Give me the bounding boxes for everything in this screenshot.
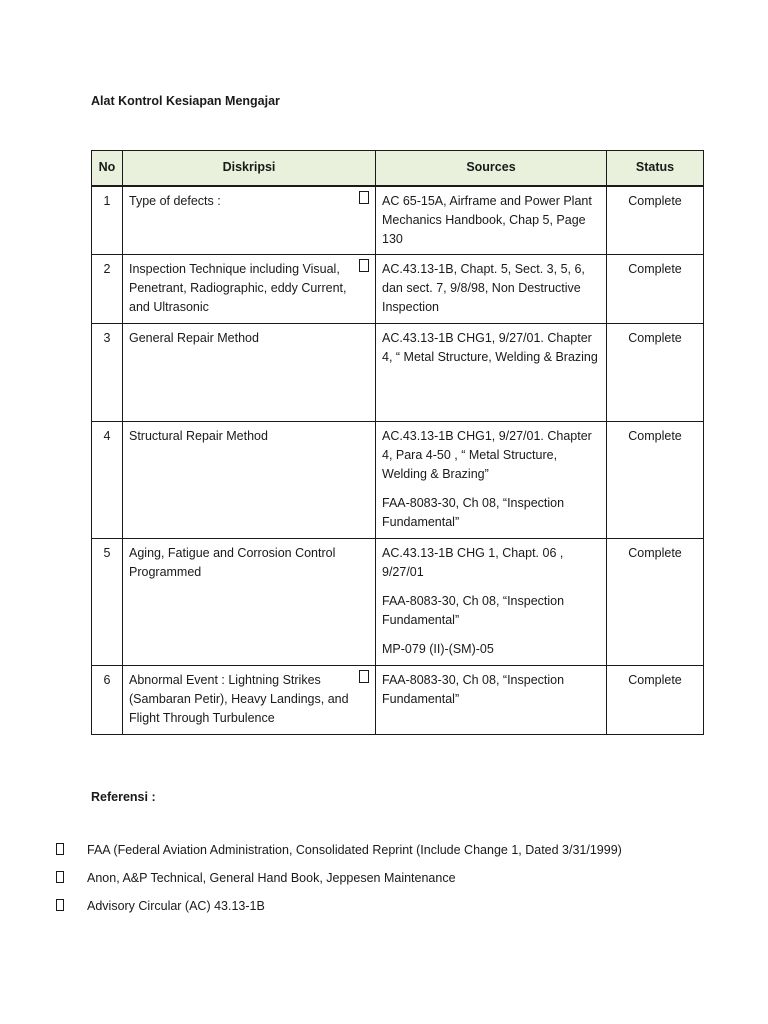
row-status: Complete <box>607 186 704 255</box>
table-row <box>92 186 704 255</box>
source-entry: FAA-8083-30, Ch 08, “Inspection Fundamental” <box>382 673 565 706</box>
references-title: Referensi : <box>91 790 156 804</box>
row-description-cell <box>123 186 376 255</box>
row-sources <box>376 255 607 324</box>
table-header-row <box>92 151 704 186</box>
header-status: Status <box>607 151 704 186</box>
source-entry: AC.43.13-1B CHG1, 9/27/01. Chapter 4, Para 4-50 , “ Metal Structure, Welding & Brazing” <box>382 429 592 481</box>
table-row <box>92 539 704 666</box>
table-row <box>92 422 704 539</box>
row-number: 1 <box>92 186 123 255</box>
header-no: No <box>92 151 123 186</box>
bullet-icon <box>359 670 369 683</box>
source-entry: AC 65-15A, Airframe and Power Plant Mechanics Handbook, Chap 5, Page 130 <box>382 193 592 246</box>
bullet-icon <box>359 259 369 272</box>
bullet-icon <box>56 899 64 911</box>
row-sources <box>376 324 607 422</box>
row-description: Aging, Fatigue and Corrosion Control Programmed <box>129 546 336 579</box>
page-title: Alat Kontrol Kesiapan Mengajar <box>91 94 280 108</box>
reference-item <box>56 870 736 898</box>
row-description-cell <box>123 666 376 735</box>
row-status: Complete <box>607 324 704 422</box>
row-description-cell <box>123 539 376 666</box>
table-row <box>92 324 704 422</box>
row-sources <box>376 422 607 539</box>
bullet-icon <box>56 871 64 883</box>
bullet-icon <box>56 843 64 855</box>
row-status: Complete <box>607 255 704 324</box>
row-description-cell <box>123 422 376 539</box>
row-description: Inspection Technique including Visual, Penetrant, Radiographic, eddy Current, and Ultrasonic <box>129 262 347 314</box>
source-entry: MP-079 (II)-(SM)-05 <box>382 642 494 656</box>
references-list <box>56 842 736 926</box>
row-sources <box>376 539 607 666</box>
source-entry: AC.43.13-1B CHG 1, Chapt. 06 , 9/27/01 <box>382 546 564 579</box>
row-number: 5 <box>92 539 123 666</box>
row-description: Structural Repair Method <box>129 429 268 443</box>
row-number: 2 <box>92 255 123 324</box>
header-sources: Sources <box>376 151 607 186</box>
row-description: Abnormal Event : Lightning Strikes (Sambaran Petir), Heavy Landings, and Flight Through Turbulence <box>129 673 349 725</box>
row-sources <box>376 666 607 735</box>
row-description: Type of defects : <box>129 193 221 208</box>
bullet-icon <box>359 191 369 204</box>
table-row <box>92 666 704 735</box>
row-number: 3 <box>92 324 123 422</box>
table-body <box>92 186 704 735</box>
row-number: 4 <box>92 422 123 539</box>
row-status: Complete <box>607 539 704 666</box>
row-description-cell <box>123 255 376 324</box>
source-entry: AC.43.13-1B, Chapt. 5, Sect. 3, 5, 6, dan sect. 7, 9/8/98, Non Destructive Inspection <box>382 262 585 314</box>
reference-text: FAA (Federal Aviation Administration, Consolidated Reprint (Include Change 1, Dated 3/31/1999) <box>87 843 622 857</box>
reference-text: Anon, A&P Technical, General Hand Book, Jeppesen Maintenance <box>87 871 456 885</box>
reference-item <box>56 898 736 926</box>
row-status: Complete <box>607 422 704 539</box>
source-entry: AC.43.13-1B CHG1, 9/27/01. Chapter 4, “ Metal Structure, Welding & Brazing <box>382 331 598 364</box>
header-diskripsi: Diskripsi <box>123 151 376 186</box>
row-sources <box>376 186 607 255</box>
reference-item <box>56 842 736 870</box>
row-status: Complete <box>607 666 704 735</box>
source-entry: FAA-8083-30, Ch 08, “Inspection Fundamental” <box>382 496 565 529</box>
row-description: General Repair Method <box>129 331 259 345</box>
row-description-cell <box>123 324 376 422</box>
row-number: 6 <box>92 666 123 735</box>
table-row <box>92 255 704 324</box>
source-entry: FAA-8083-30, Ch 08, “Inspection Fundamental” <box>382 594 565 627</box>
readiness-table <box>91 150 704 735</box>
reference-text: Advisory Circular (AC) 43.13-1B <box>87 899 265 913</box>
